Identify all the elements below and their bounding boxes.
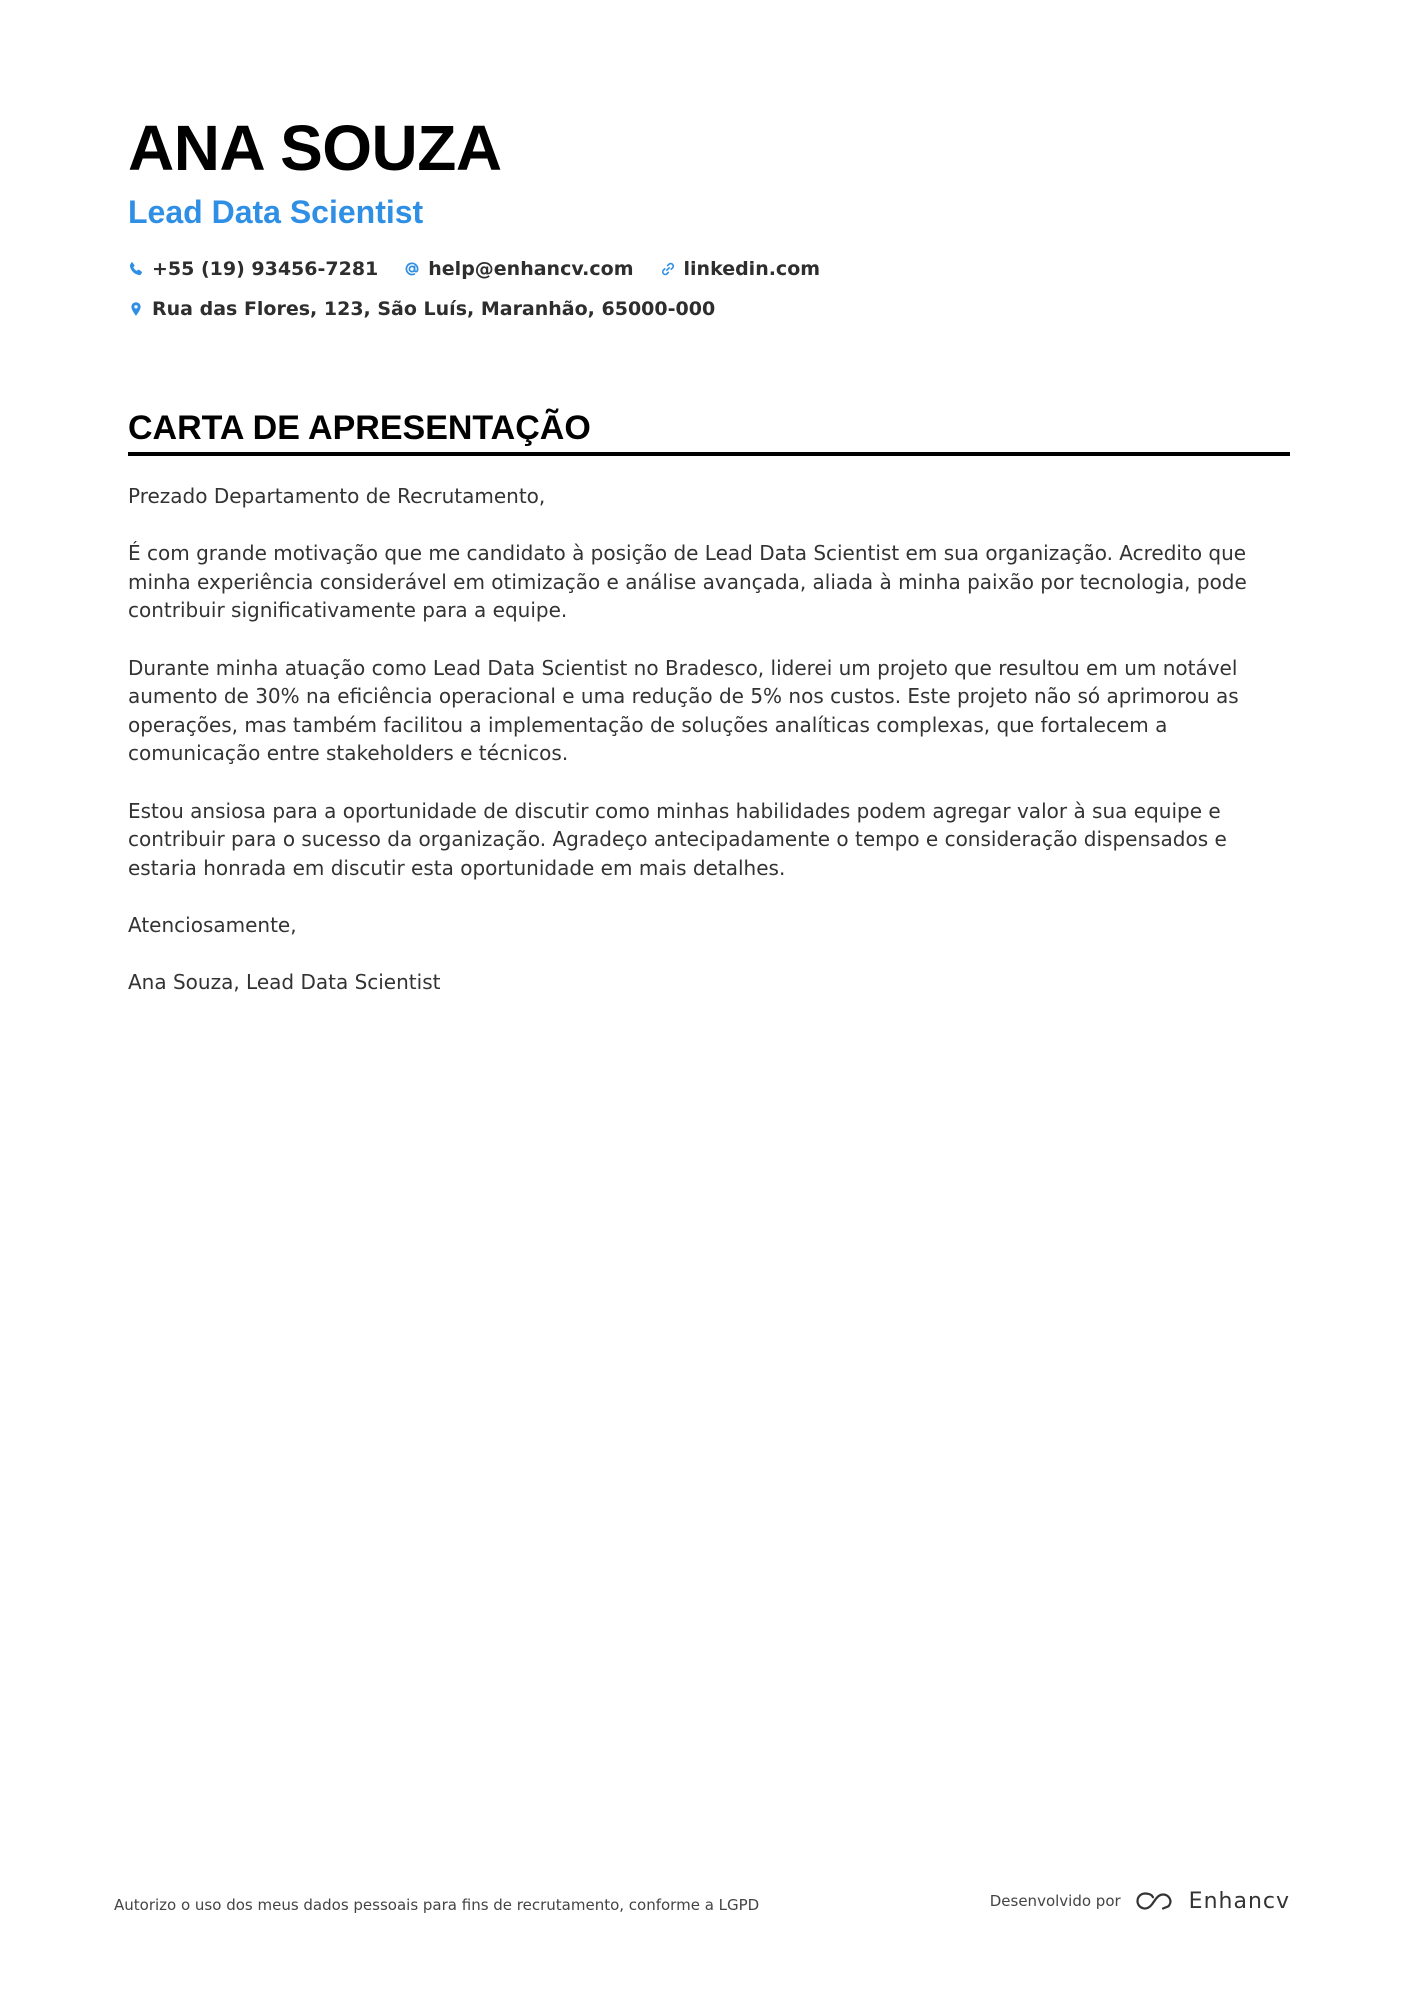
letter-closing: Atenciosamente, xyxy=(128,912,297,937)
letter-paragraph-2: Durante minha atuação como Lead Data Scientist no Bradesco, liderei um projeto que resultou em um notável aumento de 30% na eficiência operacional e uma redução de 5% nos custos. Este projeto não só aprimorou as operações, mas também facilitou a implementação de soluções analíticas complexas, que fortalecem a comunicação entre stakeholders e técnicos. xyxy=(128,655,1239,766)
location-pin-icon xyxy=(128,301,144,317)
letter-greeting: Prezado Departamento de Recrutamento, xyxy=(128,484,546,508)
address-text: Rua das Flores, 123, São Luís, Maranhão, 65000-000 xyxy=(152,298,716,320)
letter-paragraph-1: É com grande motivação que me candidato à posição de Lead Data Scientist em sua organização. Acredito que minha experiência considerável em otimização e análise avançada, aliada à minha paixão por tecnologia, pode contribuir significativamente para a equipe. xyxy=(128,541,1247,623)
contact-row-primary xyxy=(128,254,1290,284)
phone-text: +55 (19) 93456-7281 xyxy=(152,258,379,280)
link-icon xyxy=(660,261,676,277)
phone-icon xyxy=(128,261,144,277)
letter-body xyxy=(128,482,1290,997)
linkedin-text[interactable]: linkedin.com xyxy=(683,258,821,280)
enhancv-brand[interactable] xyxy=(1133,1888,1290,1914)
linkedin-contact[interactable] xyxy=(660,258,821,280)
candidate-name: ANA SOUZA xyxy=(128,112,502,184)
consent-note: Autorizo o uso dos meus dados pessoais para fins de recrutamento, conforme a LGPD xyxy=(114,1896,760,1914)
section-title: CARTA DE APRESENTAÇÃO xyxy=(128,408,1290,456)
at-icon xyxy=(404,261,420,277)
header xyxy=(128,112,1290,324)
enhancv-logo-icon xyxy=(1133,1888,1179,1914)
letter-signature: Ana Souza, Lead Data Scientist xyxy=(128,970,441,995)
cover-letter-section xyxy=(128,408,1290,1025)
phone-contact xyxy=(128,258,378,280)
powered-by xyxy=(990,1888,1290,1914)
address-contact xyxy=(128,298,715,320)
contact-row-address xyxy=(128,294,1290,324)
email-text[interactable]: help@enhancv.com xyxy=(428,258,634,280)
letter-paragraph-3: Estou ansiosa para a oportunidade de discutir como minhas habilidades podem agregar valor à sua equipe e contribuir para o sucesso da organização. Agradeço antecipadamente o tempo e consideração dispensados e estaria honrada em discutir esta oportunidade em mais detalhes. xyxy=(128,798,1227,880)
email-contact[interactable] xyxy=(404,258,633,280)
candidate-role: Lead Data Scientist xyxy=(128,194,424,230)
enhancv-brand-text[interactable]: Enhancv xyxy=(1188,1888,1290,1914)
powered-by-label: Desenvolvido por xyxy=(989,1892,1121,1910)
